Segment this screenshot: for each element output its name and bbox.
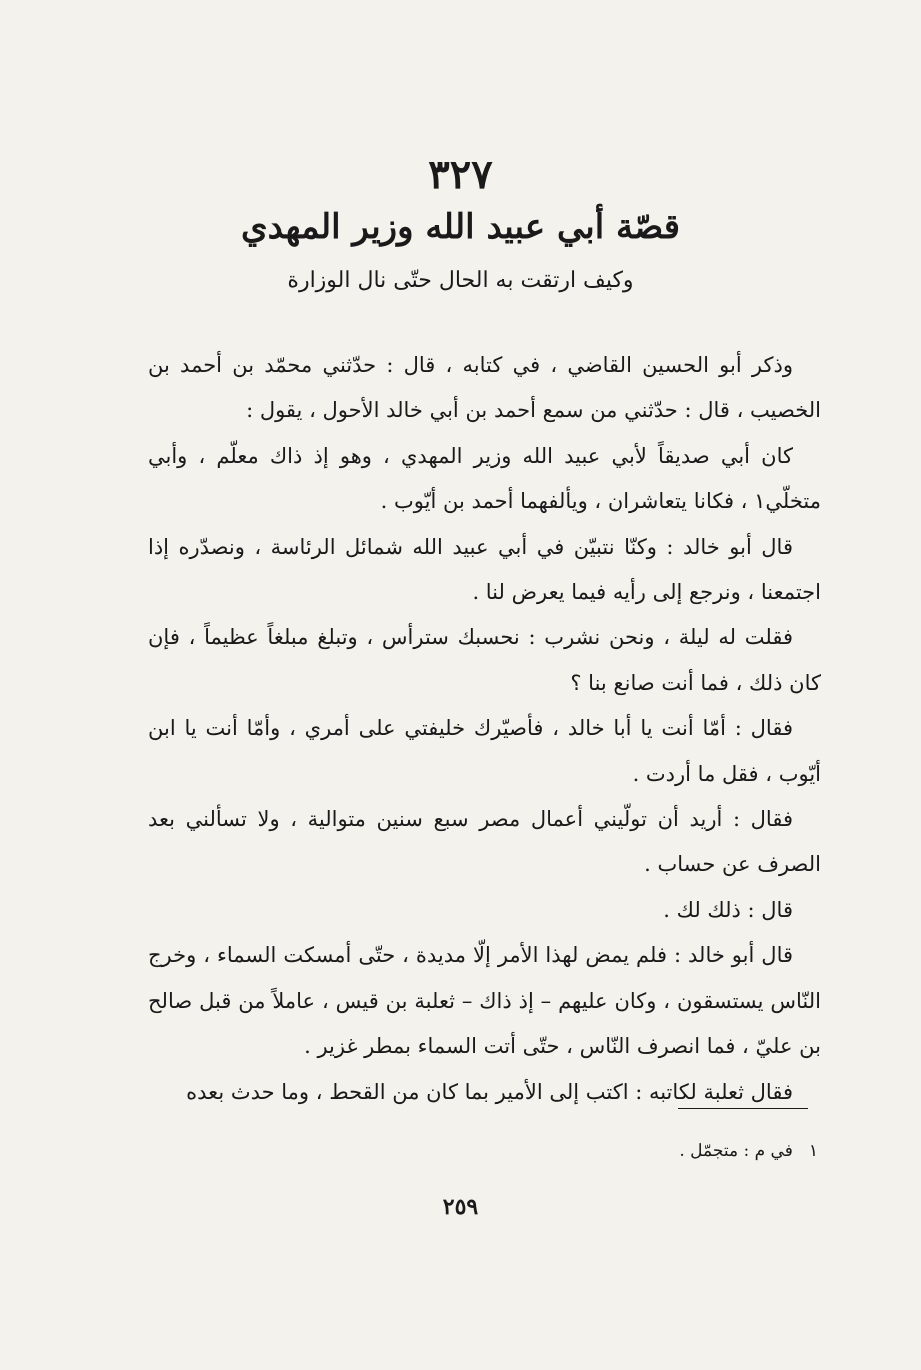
page-number: ٢٥٩ — [442, 1194, 479, 1220]
paragraph: قال أبو خالد : وكنّا نتبيّن في أبي عبيد الله شمائل الرئاسة ، ونصدّره إذا اجتمعنا ، ونرجع إلى رأيه فيما يعرض لنا . — [148, 534, 821, 605]
story-number: ٣٢٧ — [428, 151, 493, 198]
paragraph: كان أبي صديقاً لأبي عبيد الله وزير المهدي ، وهو إذ ذاك معلّم ، وأبي متخلّي١ ، فكانا يتعاشران ، ويألفهما أحمد بن أيّوب . — [148, 443, 821, 514]
body-text — [148, 343, 821, 1115]
footnote-marker: ١ — [808, 1141, 818, 1161]
paragraph: قال أبو خالد : فلم يمض لهذا الأمر إلّا مديدة ، حتّى أمسكت السماء ، وخرج النّاس يستسقون ، وكان عليهم – إذ ذاك – ثعلبة بن قيس ، عاملاً من قبل صالح بن عليّ ، فما انصرف النّاس ، حتّى أتت السماء بمطر غزير . — [148, 943, 821, 1059]
footnote-text: في م : متجمّل . — [679, 1141, 793, 1161]
paragraph: فقلت له ليلة ، ونحن نشرب : نحسبك سترأس ، وتبلغ مبلغاً عظيماً ، فإن كان ذلك ، فما أنت صانع بنا ؟ — [148, 625, 821, 695]
paragraph: قال : ذلك لك . — [663, 897, 793, 922]
page-subtitle: وكيف ارتقت به الحال حتّى نال الوزارة — [287, 268, 634, 293]
page-title: قصّة أبي عبيد الله وزير المهدي — [241, 207, 680, 247]
paragraph: فقال ثعلبة لكاتبه : اكتب إلى الأمير بما كان من القحط ، وما حدث بعده — [186, 1079, 793, 1104]
paragraph: وذكر أبو الحسين القاضي ، في كتابه ، قال : حدّثني محمّد بن أحمد بن الخصيب ، قال : حدّثني من سمع أحمد بن أبي خالد الأحول ، يقول : — [148, 353, 821, 423]
footnote — [500, 1136, 818, 1166]
paragraph: فقال : أريد أن تولّيني أعمال مصر سبع سنين متوالية ، ولا تسألني بعد الصرف عن حساب . — [148, 807, 821, 877]
paragraph: فقال : أمّا أنت يا أبا خالد ، فأصيّرك خليفتي على أمري ، وأمّا أنت يا ابن أيّوب ، فقل ما أردت . — [148, 716, 821, 786]
footnote-divider — [678, 1108, 808, 1109]
